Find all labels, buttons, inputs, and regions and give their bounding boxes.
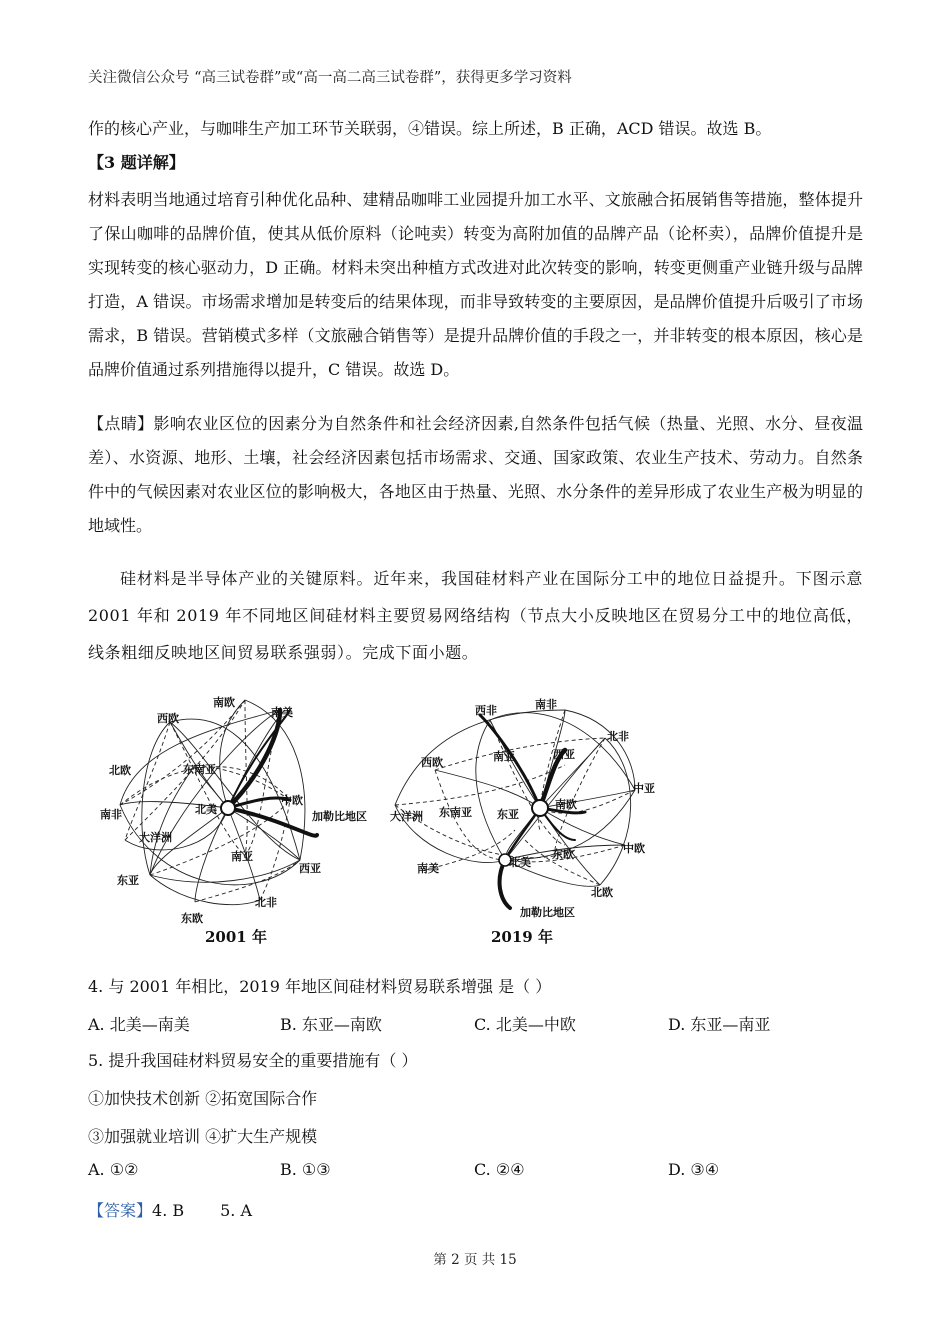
- answer-4: 4. B: [152, 1201, 185, 1220]
- svg-text:南非: 南非: [100, 808, 122, 821]
- q4-option-c: C. 北美—中欧: [474, 1015, 576, 1034]
- svg-text:南欧: 南欧: [213, 696, 235, 709]
- q3-explanation: 材料表明当地通过培育引种优化品种、建精品咖啡工业园提升加工水平、文旅融合拓展销售等措施，整体提升了保山咖啡的品牌价值，使其从低价原料（论吨卖）转变为高附加值的品牌产品（论杯卖），品牌价值提升是实现转变的核心驱动力，D 正确。材料未突出种植方式改进对此次转变的影响，转变更侧重产业链升级与品牌打造，A 错误。市场需求增加是转变后的结果体现，而非导致转变的主要原因，是品牌价值提升后吸引了市场需求，B 错误。营销模式多样（文旅融合销售等）是提升品牌价值的手段之一，并非转变的根本原因，核心是品牌价值通过系列措施得以提升，C 错误。故选 D。: [88, 190, 863, 379]
- q4-stem: 4. 与 2001 年相比，2019 年地区间硅材料贸易联系增强 是（ ）: [88, 977, 552, 996]
- svg-text:东南亚: 东南亚: [439, 806, 472, 819]
- intro-line: 作的核心产业，与咖啡生产加工环节关联弱，④错误。综上所述，B 正确，ACD 错误。故选 B。: [88, 119, 772, 138]
- svg-text:北美: 北美: [195, 803, 217, 816]
- svg-text:北非: 北非: [607, 730, 629, 743]
- tip-paragraph: 【点睛】影响农业区位的因素分为自然条件和社会经济因素,自然条件包括气候（热量、光照、水分、昼夜温差）、水资源、地形、土壤，社会经济因素包括市场需求、交通、国家政策、农业生产技术、劳动力。自然条件中的气候因素对农业区位的影响极大，各地区由于热量、光照、水分条件的差异形成了农业生产极为明显的地域性。: [88, 414, 863, 535]
- node-east-asia-2019: [532, 800, 548, 816]
- q5-option-a: A. ①②: [88, 1160, 139, 1179]
- svg-text:加勒比地区: 加勒比地区: [520, 906, 575, 919]
- svg-text:加勒比地区: 加勒比地区: [312, 810, 367, 823]
- trade-network-figure: [95, 690, 695, 950]
- answer-5: 5. A: [220, 1201, 253, 1220]
- svg-text:北美: 北美: [509, 856, 531, 869]
- svg-text:中欧: 中欧: [623, 842, 645, 855]
- page-header: 关注微信公众号 “高三试卷群”或“高一高二高三试卷群”，获得更多学习资料: [88, 70, 572, 86]
- svg-text:西亚: 西亚: [299, 862, 321, 875]
- svg-text:东亚: 东亚: [117, 874, 139, 887]
- answer-line: [88, 1198, 252, 1221]
- svg-text:大洋洲: 大洋洲: [390, 810, 423, 823]
- svg-text:南美: 南美: [417, 862, 439, 875]
- svg-text:南美: 南美: [271, 706, 293, 719]
- svg-text:北非: 北非: [255, 896, 277, 909]
- svg-text:西欧: 西欧: [421, 756, 443, 769]
- svg-text:东欧: 东欧: [181, 912, 203, 925]
- q5-option-d: D. ③④: [668, 1160, 720, 1179]
- q5-items-1: ①加快技术创新 ②拓宽国际合作: [88, 1089, 318, 1108]
- svg-text:北欧: 北欧: [109, 764, 131, 777]
- svg-text:西亚: 西亚: [553, 748, 575, 761]
- q5-stem: 5. 提升我国硅材料贸易安全的重要措施有（ ）: [88, 1051, 418, 1070]
- q5-items-2: ③加强就业培训 ④扩大生产规模: [88, 1127, 318, 1146]
- svg-text:南亚: 南亚: [231, 850, 253, 863]
- svg-text:东欧: 东欧: [552, 848, 574, 861]
- page-footer: 第 2 页 共 15: [433, 1252, 517, 1268]
- svg-text:南非: 南非: [535, 698, 557, 711]
- caption-2019: 2019 年: [491, 928, 553, 946]
- svg-text:西欧: 西欧: [157, 712, 179, 725]
- node-north-america-2001: [221, 801, 235, 815]
- q4-option-b: B. 东亚—南欧: [280, 1015, 382, 1034]
- svg-text:中亚: 中亚: [633, 782, 655, 795]
- answer-tag: 【答案】: [88, 1201, 153, 1220]
- q5-option-b: B. ①③: [280, 1160, 331, 1179]
- svg-text:东亚: 东亚: [497, 808, 519, 821]
- svg-text:南亚: 南亚: [493, 750, 515, 763]
- svg-text:大洋洲: 大洋洲: [139, 831, 172, 844]
- material-paragraph: 硅材料是半导体产业的关键原料。近年来，我国硅材料产业在国际分工中的地位日益提升。下图示意 2001 年和 2019 年不同地区间硅材料主要贸易网络结构（节点大小反映地区在贸易分工中的地位高低，线条粗细反映地区间贸易联系强弱）。完成下面小题。: [88, 569, 863, 662]
- svg-text:中欧: 中欧: [281, 794, 303, 807]
- svg-text:西非: 西非: [475, 704, 497, 717]
- q3-heading: 【3 题详解】: [88, 153, 185, 172]
- svg-text:东南亚: 东南亚: [183, 763, 216, 776]
- q4-option-a: A. 北美—南美: [88, 1015, 190, 1034]
- q5-option-c: C. ②④: [474, 1160, 525, 1179]
- svg-text:北欧: 北欧: [591, 886, 613, 899]
- q4-option-d: D. 东亚—南亚: [668, 1015, 771, 1034]
- caption-2001: 2001 年: [205, 928, 267, 946]
- svg-text:南欧: 南欧: [555, 798, 577, 811]
